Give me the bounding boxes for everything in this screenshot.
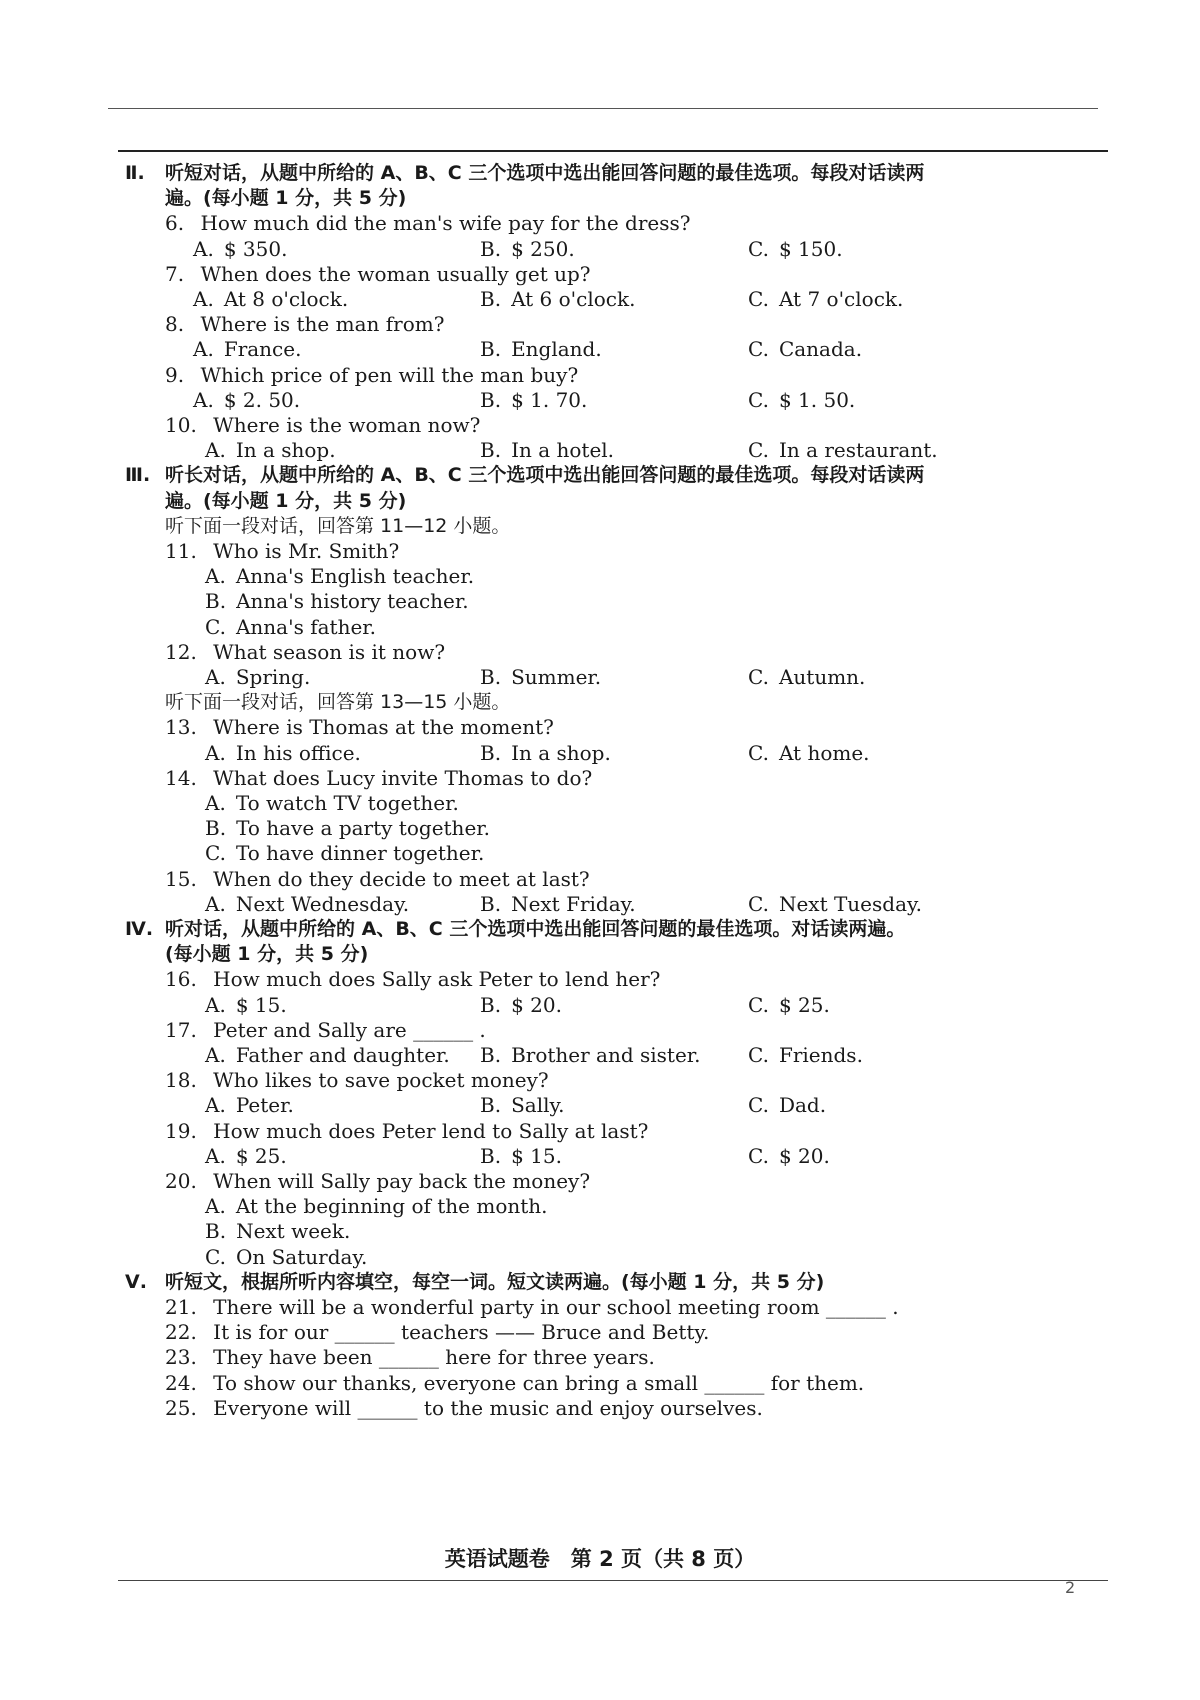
option-letter: C. — [748, 1143, 769, 1168]
option-letter: C. — [748, 665, 769, 689]
question-number: 7. — [165, 261, 185, 286]
question-number: 19. — [165, 1118, 197, 1143]
option-text: At 8 o'clock. — [223, 287, 349, 311]
question-text: How much did the man's wife pay for the dress? — [194, 211, 691, 236]
question-line — [165, 866, 1165, 892]
question-text: They have been ______ here for three years. — [206, 1345, 655, 1370]
answer-option — [480, 664, 601, 690]
question-line — [165, 1118, 1165, 1144]
question-text: It is for our ______ teachers —— Bruce and Betty. — [206, 1320, 710, 1345]
option-text: Spring. — [235, 665, 311, 689]
section-title-continued: 遍。(每小题 1 分，共 5 分) — [165, 187, 407, 210]
answer-option — [205, 1092, 294, 1118]
option-text: In a hotel. — [511, 438, 615, 463]
section-title: 听短对话，从题中所给的 A、B、C 三个选项中选出能回答问题的最佳选项。每段对话读两 — [165, 162, 925, 184]
answer-option — [205, 815, 490, 841]
option-letter: C. — [748, 1093, 769, 1118]
question-line — [165, 1319, 1165, 1345]
option-text: $ 350. — [223, 236, 288, 261]
answer-option — [480, 236, 575, 262]
option-text: Peter. — [235, 1093, 294, 1118]
section-roman-numeral: Ⅲ. — [125, 464, 151, 487]
option-text: Next Wednesday. — [235, 891, 410, 916]
question-text: There will be a wonderful party in our school meeting room ______ . — [206, 1295, 899, 1319]
answer-option — [205, 992, 287, 1018]
option-text: $ 250. — [511, 236, 575, 261]
question-number: 12. — [165, 639, 197, 664]
option-text: Friends. — [778, 1043, 863, 1067]
option-letter: C. — [748, 438, 769, 463]
question-line — [165, 639, 1165, 665]
option-letter: C. — [748, 992, 769, 1017]
question-line — [165, 1017, 1165, 1043]
question-text: When do they decide to meet at last? — [206, 866, 590, 891]
option-text: Dad. — [778, 1093, 827, 1118]
question-text: Who is Mr. Smith? — [206, 539, 400, 563]
section-roman-numeral: Ⅳ. — [125, 918, 154, 940]
option-letter: B. — [480, 236, 502, 261]
question-line — [165, 210, 1165, 236]
option-text: $ 25. — [778, 992, 830, 1017]
option-letter: C. — [748, 891, 769, 916]
answer-option — [748, 664, 865, 690]
answer-option — [748, 236, 843, 262]
question-number: 9. — [165, 362, 185, 387]
option-letter: B. — [480, 1043, 502, 1067]
answer-options-row — [0, 336, 1200, 362]
option-letter: B. — [480, 891, 502, 916]
question-number: 16. — [165, 967, 197, 992]
option-text: $ 25. — [235, 1143, 287, 1168]
answer-option — [205, 437, 336, 463]
option-letter: C. — [748, 337, 769, 362]
question-line — [165, 714, 1165, 740]
answer-option — [748, 1042, 863, 1068]
option-text: $ 20. — [778, 1143, 830, 1168]
option-letter: A. — [205, 1194, 226, 1219]
option-letter: C. — [205, 1244, 226, 1269]
question-number: 8. — [165, 312, 185, 337]
question-line — [165, 765, 1165, 791]
option-letter: A. — [205, 992, 226, 1017]
option-letter: A. — [193, 337, 214, 362]
option-text: Next week. — [236, 1219, 351, 1244]
question-line — [165, 1294, 1165, 1320]
question-number: 11. — [165, 539, 197, 563]
section-heading — [125, 160, 924, 186]
answer-option — [480, 336, 602, 362]
option-text: Next Friday. — [511, 891, 636, 916]
question-number: 25. — [165, 1395, 197, 1420]
question-number: 13. — [165, 715, 197, 740]
answer-option — [748, 891, 922, 917]
section-title-continued: (每小题 1 分，共 5 分) — [165, 943, 369, 966]
question-number: 22. — [165, 1320, 197, 1345]
section-title: 听短文，根据所听内容填空，每空一词。短文读两遍。(每小题 1 分，共 5 分) — [165, 1270, 825, 1293]
answer-option — [205, 664, 310, 690]
option-letter: A. — [205, 438, 226, 463]
answer-option — [480, 1042, 701, 1068]
question-line — [165, 412, 1165, 438]
option-letter: B. — [205, 816, 227, 841]
option-text: At 6 o'clock. — [511, 287, 636, 311]
option-letter: C. — [748, 740, 769, 765]
question-text: How much does Peter lend to Sally at last? — [206, 1118, 649, 1143]
answer-option — [205, 1193, 548, 1219]
answer-option — [193, 286, 348, 312]
question-line — [165, 1344, 1165, 1370]
answer-option — [480, 437, 614, 463]
question-number: 24. — [165, 1370, 197, 1395]
page-number: 2 — [1065, 1578, 1076, 1597]
answer-option — [480, 1092, 564, 1118]
option-letter: B. — [480, 387, 502, 412]
answer-option — [748, 286, 903, 312]
question-text: Where is Thomas at the moment? — [206, 715, 554, 740]
option-letter: B. — [480, 665, 502, 689]
option-text: Canada. — [778, 337, 863, 362]
header-rule — [108, 108, 1098, 109]
answer-options-row — [0, 286, 1200, 312]
option-letter: A. — [205, 891, 226, 916]
answer-option — [748, 387, 855, 413]
option-letter: A. — [205, 740, 226, 765]
option-letter: C. — [748, 1043, 769, 1067]
question-line — [165, 966, 1165, 992]
question-text: Which price of pen will the man buy? — [194, 362, 579, 387]
question-number: 14. — [165, 765, 197, 790]
section-roman-numeral: Ⅱ. — [125, 162, 145, 184]
question-text: What season is it now? — [206, 639, 446, 664]
option-letter: B. — [480, 992, 502, 1017]
answer-option — [480, 286, 636, 312]
answer-option — [205, 1244, 367, 1270]
question-line — [165, 1067, 1165, 1093]
answer-option — [748, 437, 938, 463]
answer-option — [748, 740, 870, 766]
answer-options-row — [0, 891, 1200, 917]
question-line — [165, 1395, 1165, 1421]
question-text: Who likes to save pocket money? — [206, 1068, 549, 1093]
section-heading — [125, 1269, 824, 1295]
answer-option — [205, 614, 376, 640]
option-text: $ 1. 70. — [511, 387, 588, 412]
answer-option — [480, 387, 587, 413]
option-text: Brother and sister. — [511, 1043, 701, 1067]
answer-option — [480, 1143, 562, 1169]
option-text: On Saturday. — [235, 1244, 368, 1269]
question-number: 23. — [165, 1345, 197, 1370]
answer-option — [480, 891, 636, 917]
option-letter: B. — [480, 287, 502, 311]
dialogue-intro: 听下面一段对话，回答第 13—15 小题。 — [165, 691, 511, 714]
section-roman-numeral: Ⅴ. — [125, 1270, 147, 1293]
answer-option — [748, 336, 862, 362]
answer-option — [193, 387, 300, 413]
footer-rule — [118, 1580, 1108, 1581]
option-letter: A. — [205, 1043, 226, 1067]
option-text: Anna's father. — [235, 614, 377, 639]
option-text: In a shop. — [511, 740, 611, 765]
question-line — [165, 538, 1165, 564]
answer-option — [205, 563, 474, 589]
answer-option — [205, 790, 459, 816]
option-letter: A. — [205, 1093, 226, 1118]
question-line — [165, 362, 1165, 388]
section-title-continued: 遍。(每小题 1 分，共 5 分) — [165, 489, 407, 512]
answer-option — [205, 1218, 350, 1244]
question-number: 20. — [165, 1169, 197, 1193]
answer-option — [205, 588, 469, 614]
question-line — [165, 311, 1165, 337]
answer-options-row — [0, 992, 1200, 1018]
question-text: Where is the woman now? — [206, 413, 481, 437]
option-letter: B. — [480, 337, 502, 362]
option-text: In a shop. — [235, 438, 336, 463]
option-text: Next Tuesday. — [778, 891, 923, 916]
option-letter: B. — [480, 438, 502, 463]
answer-option — [193, 336, 301, 362]
answer-option — [748, 1143, 830, 1169]
section-heading — [125, 916, 905, 942]
option-text: In his office. — [235, 740, 361, 765]
option-text: At 7 o'clock. — [778, 287, 904, 311]
answer-option — [205, 740, 361, 766]
option-letter: B. — [205, 1219, 227, 1244]
section-title: 听对话，从题中所给的 A、B、C 三个选项中选出能回答问题的最佳选项。对话读两遍。 — [165, 918, 906, 940]
question-text: To show our thanks, everyone can bring a small ______ for them. — [206, 1370, 865, 1395]
option-letter: C. — [748, 287, 769, 311]
question-number: 15. — [165, 866, 197, 891]
question-line — [165, 261, 1165, 287]
option-letter: C. — [205, 614, 226, 639]
option-text: Anna's English teacher. — [235, 564, 475, 589]
section-title: 听长对话，从题中所给的 A、B、C 三个选项中选出能回答问题的最佳选项。每段对话读两 — [165, 464, 925, 487]
answer-options-row — [0, 387, 1200, 413]
question-text: Everyone will ______ to the music and enjoy ourselves. — [206, 1395, 763, 1420]
answer-option — [205, 891, 409, 917]
answer-options-row — [0, 664, 1200, 690]
option-text: In a restaurant. — [778, 438, 938, 463]
question-number: 6. — [165, 211, 185, 236]
option-text: $ 15. — [511, 1143, 562, 1168]
dialogue-intro: 听下面一段对话，回答第 11—12 小题。 — [165, 514, 511, 537]
option-text: Father and daughter. — [235, 1043, 450, 1067]
answer-option — [748, 1092, 826, 1118]
option-text: England. — [511, 337, 602, 362]
answer-option — [205, 1143, 287, 1169]
option-letter: C. — [748, 236, 769, 261]
option-text: $ 150. — [778, 236, 843, 261]
option-text: To have a party together. — [236, 816, 490, 841]
option-text: To have dinner together. — [235, 841, 485, 866]
option-letter: A. — [205, 564, 226, 589]
option-text: At home. — [778, 740, 870, 765]
question-number: 18. — [165, 1068, 197, 1093]
answer-options-row — [0, 1143, 1200, 1169]
question-text: What does Lucy invite Thomas to do? — [206, 765, 593, 790]
question-line — [165, 1370, 1165, 1396]
answer-option — [205, 840, 484, 866]
option-letter: A. — [193, 236, 214, 261]
option-letter: B. — [480, 1143, 502, 1168]
option-text: Anna's history teacher. — [236, 589, 469, 614]
option-letter: A. — [205, 665, 226, 689]
option-text: France. — [223, 337, 302, 362]
question-text: Where is the man from? — [194, 312, 445, 337]
answer-options-row — [0, 740, 1200, 766]
option-letter: C. — [205, 841, 226, 866]
question-text: When will Sally pay back the money? — [206, 1169, 591, 1193]
answer-options-row — [0, 437, 1200, 463]
answer-option — [480, 992, 562, 1018]
answer-option — [205, 1042, 450, 1068]
question-text: Peter and Sally are ______ . — [206, 1017, 486, 1042]
option-letter: B. — [205, 589, 227, 614]
option-text: $ 15. — [235, 992, 287, 1017]
option-letter: B. — [480, 1093, 502, 1118]
section-heading — [125, 462, 924, 488]
page-footer: 英语试题卷 第 2 页（共 8 页） — [444, 1547, 756, 1571]
option-text: Autumn. — [778, 665, 866, 689]
option-letter: C. — [748, 387, 769, 412]
answer-option — [193, 236, 287, 262]
answer-option — [480, 740, 611, 766]
option-letter: A. — [205, 1143, 226, 1168]
option-letter: B. — [480, 740, 502, 765]
question-number: 10. — [165, 413, 197, 437]
question-number: 21. — [165, 1295, 197, 1319]
option-text: $ 2. 50. — [223, 387, 301, 412]
option-text: Summer. — [511, 665, 602, 689]
option-text: Sally. — [511, 1093, 565, 1118]
option-text: To watch TV together. — [235, 791, 459, 815]
option-letter: A. — [193, 287, 214, 311]
option-text: At the beginning of the month. — [235, 1194, 548, 1219]
question-text: How much does Sally ask Peter to lend her? — [206, 967, 661, 992]
header-thick-rule — [118, 150, 1108, 152]
option-text: $ 20. — [511, 992, 562, 1017]
option-letter: A. — [205, 791, 226, 815]
option-text: $ 1. 50. — [778, 387, 856, 412]
answer-option — [748, 992, 830, 1018]
answer-options-row — [0, 1092, 1200, 1118]
answer-options-row — [0, 236, 1200, 262]
option-letter: A. — [193, 387, 214, 412]
answer-options-row — [0, 1042, 1200, 1068]
question-number: 17. — [165, 1017, 197, 1042]
question-line — [165, 1168, 1165, 1194]
question-text: When does the woman usually get up? — [194, 261, 591, 286]
